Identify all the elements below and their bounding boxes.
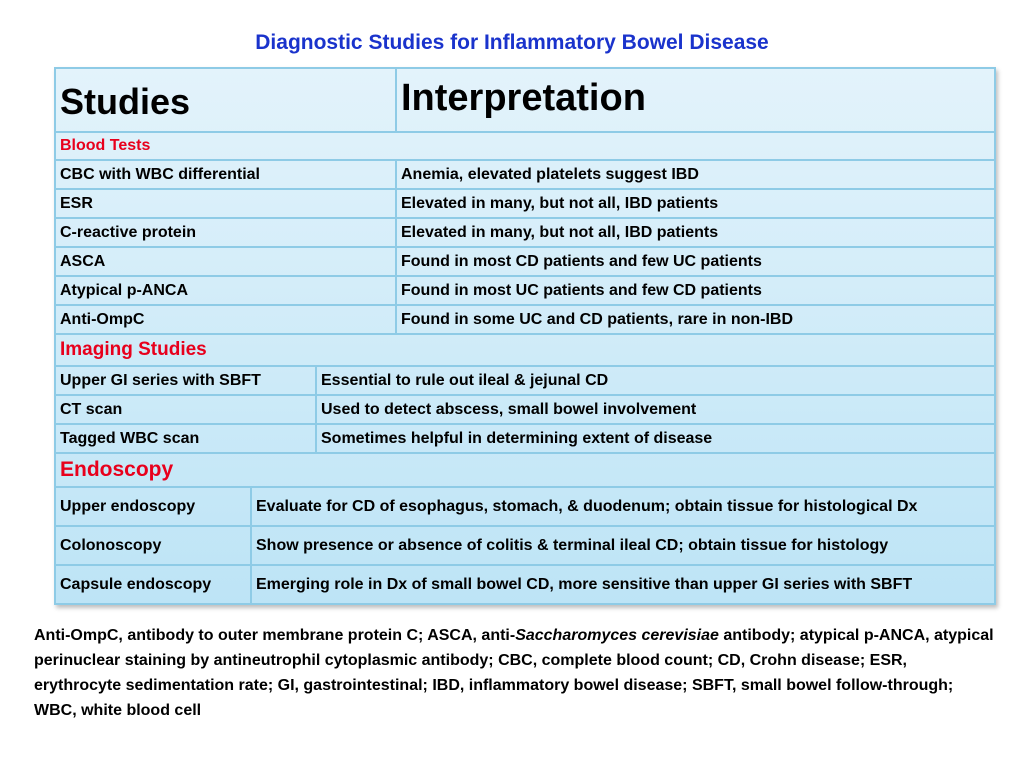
section-endoscopy <box>56 452 994 486</box>
study-cell: Atypical p-ANCA <box>60 281 189 299</box>
footnote <box>34 623 994 723</box>
table-row <box>56 246 994 275</box>
study-cell: Upper endoscopy <box>60 497 196 515</box>
diagnostic-table <box>54 67 996 605</box>
study-cell: Anti-OmpC <box>60 310 145 328</box>
interpretation-cell: Essential to rule out ileal & jejunal CD <box>315 367 994 394</box>
interpretation-cell: Found in most CD patients and few UC patients <box>395 248 994 275</box>
study-cell: ESR <box>60 194 93 212</box>
footnote-italic-text: Saccharomyces cerevisiae <box>515 627 719 644</box>
interpretation-cell: Sometimes helpful in determining extent of disease <box>315 425 994 452</box>
interpretation-cell: Show presence or absence of colitis & terminal ileal CD; obtain tissue for histology <box>250 527 994 564</box>
section-label: Imaging Studies <box>60 339 207 360</box>
study-cell: CT scan <box>60 400 123 418</box>
table-row <box>56 394 994 423</box>
interpretation-cell: Found in some UC and CD patients, rare in non-IBD <box>395 306 994 333</box>
section-blood-tests <box>56 131 994 159</box>
interpretation-cell: Used to detect abscess, small bowel involvement <box>315 396 994 423</box>
study-cell: ASCA <box>60 252 106 270</box>
table-row <box>56 423 994 452</box>
table-header <box>56 69 994 131</box>
interpretation-cell: Evaluate for CD of esophagus, stomach, & duodenum; obtain tissue for histological Dx <box>250 488 994 525</box>
header-studies: Studies <box>60 81 191 122</box>
table-row <box>56 486 994 525</box>
table-row <box>56 564 994 603</box>
table-row <box>56 217 994 246</box>
study-cell: Colonoscopy <box>60 536 162 554</box>
study-cell: Capsule endoscopy <box>60 575 212 593</box>
study-cell: Tagged WBC scan <box>60 429 200 447</box>
section-label: Blood Tests <box>60 137 151 154</box>
footnote-text: antibody; atypical p-ANCA, atypical perinuclear staining by antineutrophil cytoplasmic antibody; CBC, complete blood count; CD, Crohn disease; ESR, erythrocyte sedimentation rate; GI, gastrointestinal; IBD, inflammatory bowel disease; SBFT, small bowel follow-through; WBC, white blood cell <box>34 627 994 719</box>
interpretation-cell: Found in most UC patients and few CD patients <box>395 277 994 304</box>
table-row <box>56 365 994 394</box>
section-imaging-studies <box>56 333 994 365</box>
section-label: Endoscopy <box>60 458 174 481</box>
interpretation-cell: Elevated in many, but not all, IBD patients <box>395 219 994 246</box>
interpretation-cell: Emerging role in Dx of small bowel CD, more sensitive than upper GI series with SBFT <box>250 566 994 603</box>
header-interpretation: Interpretation <box>395 69 994 131</box>
table-row <box>56 304 994 333</box>
interpretation-cell: Elevated in many, but not all, IBD patients <box>395 190 994 217</box>
study-cell: Upper GI series with SBFT <box>60 371 261 389</box>
table-row <box>56 188 994 217</box>
page-title: Diagnostic Studies for Inflammatory Bowel Disease <box>255 31 769 54</box>
table-row <box>56 159 994 188</box>
study-cell: CBC with WBC differential <box>60 165 260 183</box>
table-row <box>56 275 994 304</box>
interpretation-cell: Anemia, elevated platelets suggest IBD <box>395 161 994 188</box>
study-cell: C-reactive protein <box>60 223 197 241</box>
table-row <box>56 525 994 564</box>
footnote-text: Anti-OmpC, antibody to outer membrane protein C; ASCA, anti- <box>34 627 516 644</box>
